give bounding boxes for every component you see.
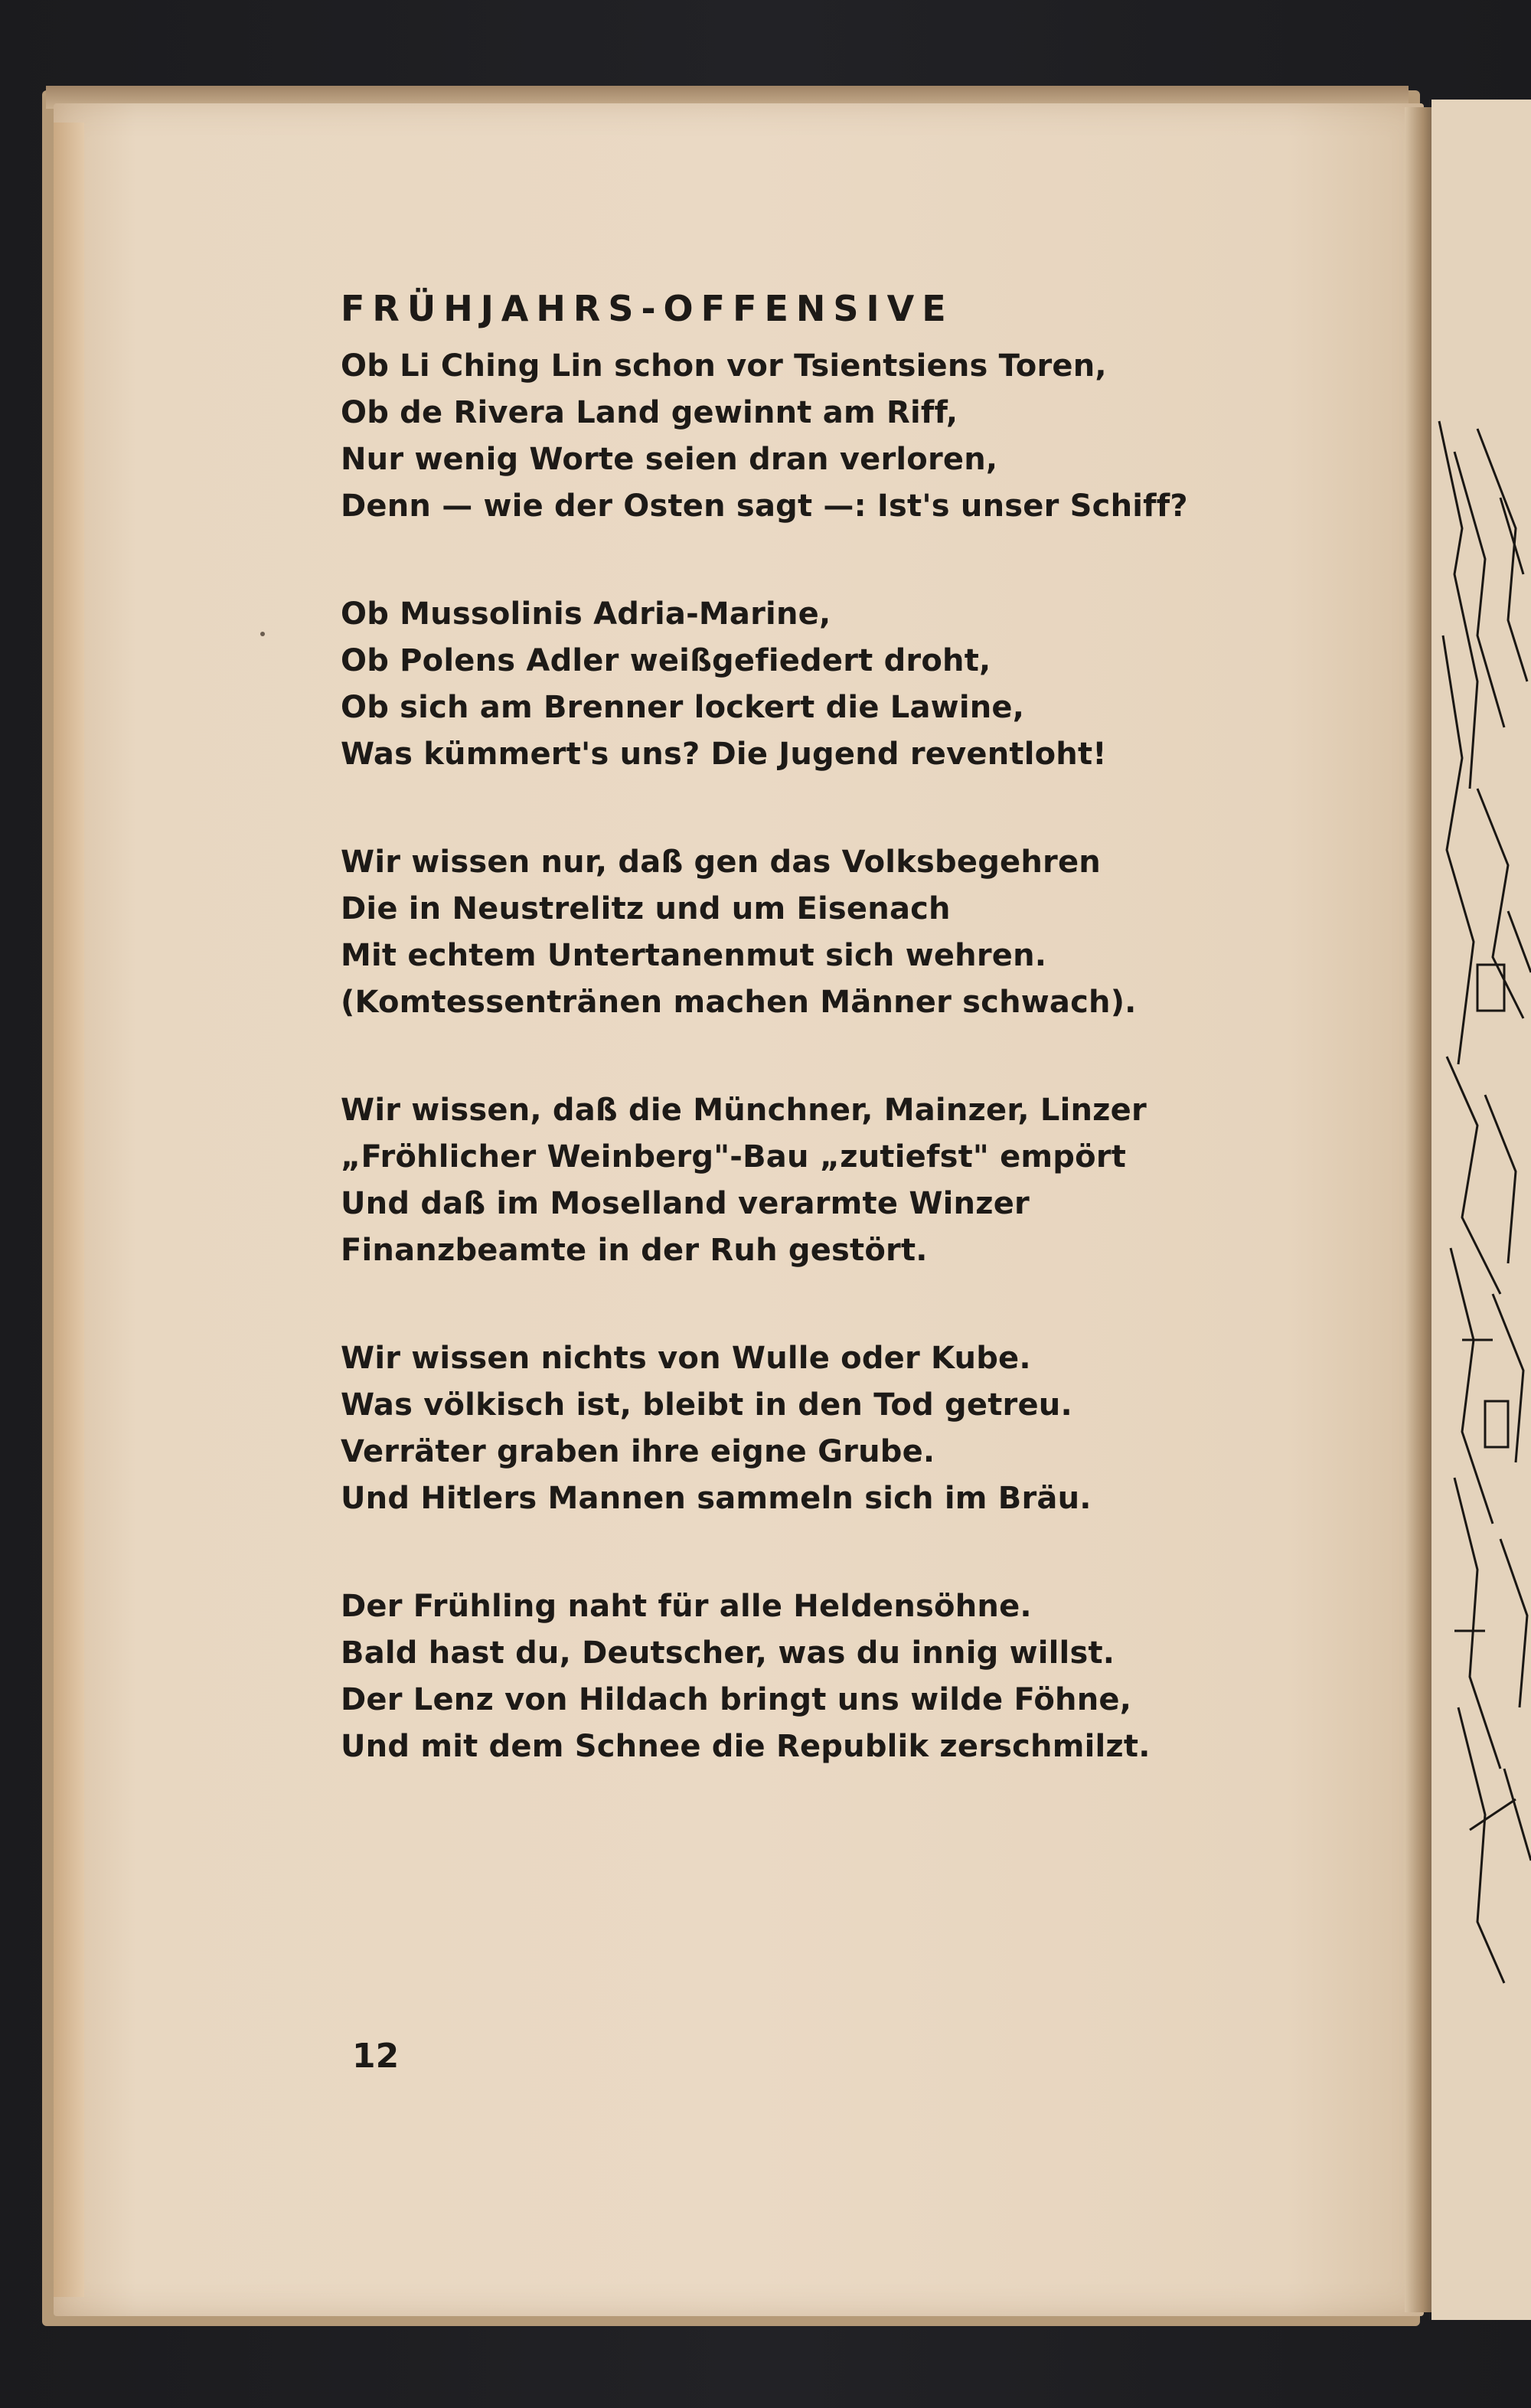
- poem-line: Wir wissen nichts von Wulle oder Kube.: [341, 1341, 1031, 1376]
- stanza-3: [341, 839, 1336, 1026]
- sketch-illustration-icon: [1431, 100, 1531, 2320]
- poem-line: Ob Polens Adler weißgefiedert droht,: [341, 643, 991, 678]
- stanza-6: [341, 1583, 1336, 1770]
- poem-line: Bald hast du, Deutscher, was du innig willst.: [341, 1635, 1115, 1671]
- poem-line: Nur wenig Worte seien dran verloren,: [341, 442, 998, 477]
- stanza-1: [341, 343, 1336, 530]
- poem: [341, 274, 1336, 1831]
- poem-line: Mit echtem Untertanenmut sich wehren.: [341, 938, 1047, 973]
- poem-line: (Komtessentränen machen Männer schwach).: [341, 985, 1137, 1020]
- poem-line: Die in Neustrelitz und um Eisenach: [341, 891, 951, 926]
- poem-line: Ob Li Ching Lin schon vor Tsientsiens Toren,: [341, 348, 1107, 384]
- page-left-edge: [54, 123, 84, 2297]
- poem-line: „Fröhlicher Weinberg"-Bau „zutiefst" empört: [341, 1139, 1127, 1175]
- page-number: 12: [352, 2037, 400, 2076]
- poem-line: Ob Mussolinis Adria-Marine,: [341, 596, 831, 632]
- poem-line: Finanzbeamte in der Ruh gestört.: [341, 1233, 928, 1268]
- stanza-5: [341, 1335, 1336, 1522]
- poem-line: Ob sich am Brenner lockert die Lawine,: [341, 690, 1025, 725]
- stanza-2: [341, 591, 1336, 778]
- poem-line: Denn — wie der Osten sagt —: Ist's unser Schiff?: [341, 488, 1188, 524]
- poem-line: Wir wissen nur, daß gen das Volksbegehren: [341, 845, 1101, 880]
- poem-line: Und Hitlers Mannen sammeln sich im Bräu.: [341, 1481, 1092, 1516]
- poem-line: Und daß im Moselland verarmte Winzer: [341, 1186, 1030, 1221]
- book-gutter: [1405, 107, 1435, 2312]
- poem-line: Wir wissen, daß die Münchner, Mainzer, Linzer: [341, 1093, 1147, 1128]
- stanza-4: [341, 1087, 1336, 1274]
- poem-line: Und mit dem Schnee die Republik zerschmilzt.: [341, 1729, 1151, 1764]
- poem-title: FRÜHJAHRS-OFFENSIVE: [341, 288, 954, 329]
- paper-speck: [260, 632, 265, 636]
- poem-line: Ob de Rivera Land gewinnt am Riff,: [341, 395, 958, 430]
- poem-line: Der Lenz von Hildach bringt uns wilde Föhne,: [341, 1682, 1132, 1717]
- poem-line: Verräter graben ihre eigne Grube.: [341, 1434, 935, 1469]
- facing-page-illustration: [1431, 100, 1531, 2320]
- poem-line: Was völkisch ist, bleibt in den Tod getreu.: [341, 1387, 1072, 1423]
- poem-line: Der Frühling naht für alle Heldensöhne.: [341, 1589, 1032, 1624]
- poem-line: Was kümmert's uns? Die Jugend reventloht!: [341, 737, 1107, 772]
